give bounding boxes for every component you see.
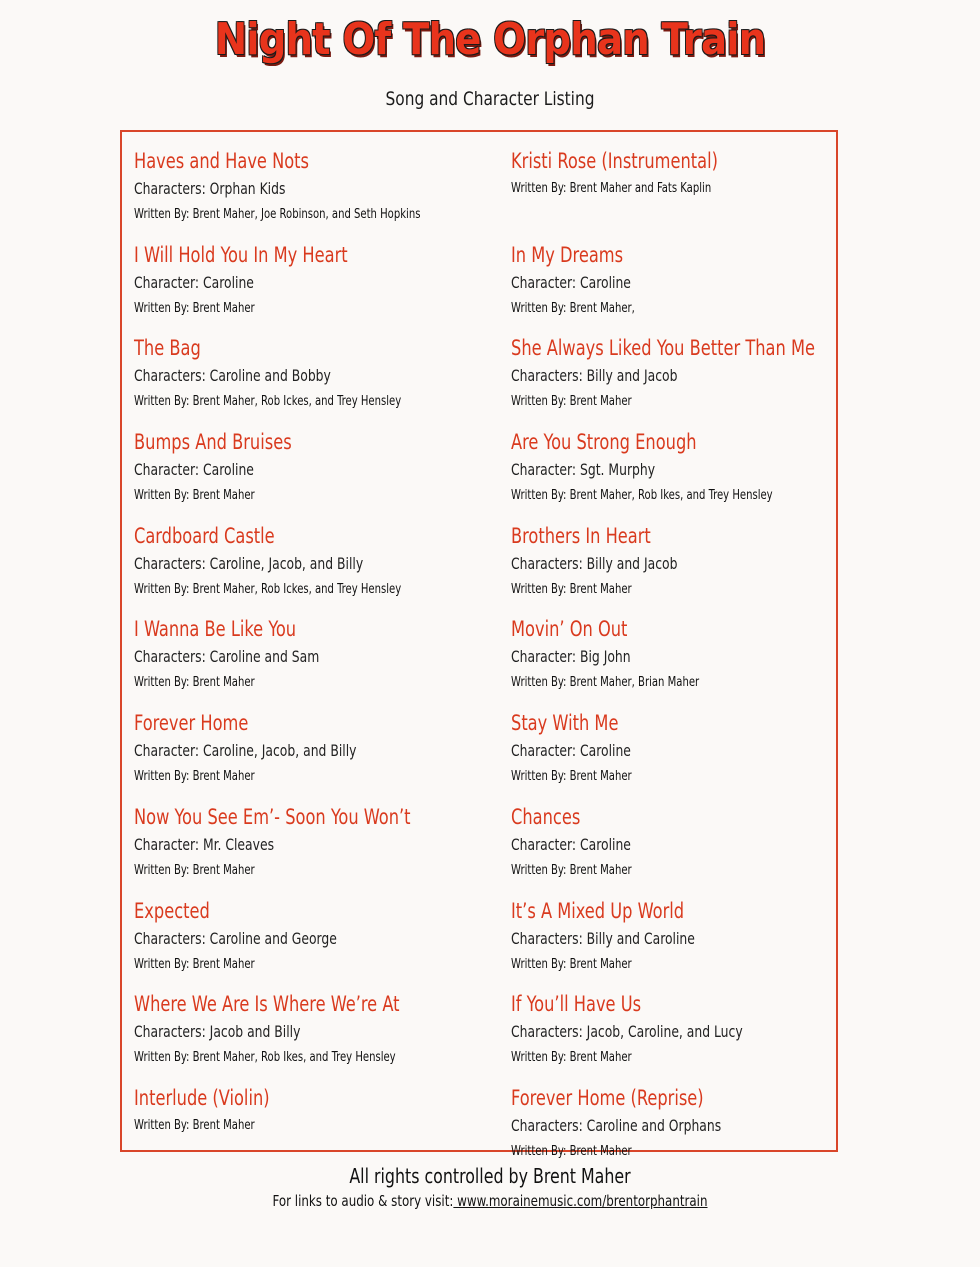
song-title: Haves and Have Nots	[134, 149, 310, 173]
song-characters: Character: Caroline	[511, 834, 631, 854]
song-entry	[134, 1083, 504, 1177]
song-title: I Wanna Be Like You	[134, 617, 297, 642]
song-characters: Character: Sgt. Murphy	[511, 460, 656, 480]
song-entry	[511, 146, 831, 240]
song-title: She Always Liked You Better Than Me	[511, 336, 815, 361]
song-title: Bumps And Bruises	[134, 430, 292, 455]
song-entry	[134, 333, 504, 427]
song-writers: Written By: Brent Maher	[511, 1143, 632, 1159]
song-title: The Bag	[134, 336, 201, 361]
song-title: If You’ll Have Us	[511, 992, 642, 1017]
song-entry	[511, 240, 831, 334]
song-title: Brothers In Heart	[511, 523, 651, 548]
song-writers: Written By: Brent Maher	[134, 300, 255, 316]
song-writers: Written By: Brent Maher	[134, 862, 255, 878]
song-entry	[511, 896, 831, 990]
song-title: Cardboard Castle	[134, 523, 275, 548]
song-characters: Characters: Billy and Caroline	[511, 928, 695, 948]
song-writers: Written By: Brent Maher, Rob Ikes, and Trey Hensley	[511, 488, 773, 504]
song-writers: Written By: Brent Maher, Joe Robinson, and Seth Hopkins	[134, 207, 421, 222]
song-writers: Written By: Brent Maher	[511, 581, 632, 597]
song-writers: Written By: Brent Maher, Rob Ickes, and Trey Hensley	[134, 581, 402, 597]
song-entry	[511, 427, 831, 521]
song-writers: Written By: Brent Maher	[511, 394, 632, 410]
song-entry	[134, 146, 504, 240]
song-listing-box	[120, 130, 838, 1159]
page-subtitle: Song and Character Listing	[385, 88, 595, 110]
song-title: Forever Home	[134, 711, 249, 736]
song-characters: Characters: Caroline, Jacob, and Billy	[134, 553, 364, 573]
song-writers: Written By: Brent Maher	[134, 1117, 255, 1133]
song-writers: Written By: Brent Maher, Brian Maher	[511, 675, 700, 691]
rights-notice: All rights controlled by Brent Maher	[349, 1164, 631, 1188]
song-characters: Character: Caroline	[511, 272, 631, 292]
song-writers: Written By: Brent Maher	[134, 488, 255, 504]
website-link[interactable]: www.morainemusic.com/brentorphantrain	[453, 1192, 708, 1210]
song-characters: Characters: Orphan Kids	[134, 179, 286, 198]
song-entry	[511, 989, 831, 1083]
song-characters: Characters: Jacob and Billy	[134, 1022, 301, 1042]
song-title: Movin’ On Out	[511, 617, 628, 642]
song-entry	[134, 802, 504, 896]
song-characters: Character: Caroline	[134, 460, 254, 480]
song-writers: Written By: Brent Maher, Rob Ikes, and Trey Hensley	[134, 1050, 396, 1066]
song-characters: Characters: Jacob, Caroline, and Lucy	[511, 1022, 743, 1042]
song-writers: Written By: Brent Maher	[134, 675, 255, 691]
song-characters: Characters: Caroline and Bobby	[134, 366, 331, 386]
song-entry	[134, 427, 504, 521]
song-characters: Character: Caroline, Jacob, and Billy	[134, 741, 357, 761]
song-writers: Written By: Brent Maher	[511, 862, 632, 878]
song-entry	[511, 708, 831, 802]
links-prefix: For links to audio & story visit:	[272, 1192, 454, 1210]
song-writers: Written By: Brent Maher	[134, 956, 255, 972]
song-entry	[134, 989, 504, 1083]
song-writers: Written By: Brent Maher	[511, 956, 632, 972]
song-characters: Character: Big John	[511, 647, 631, 667]
links-notice	[59, 1192, 921, 1210]
song-entry	[134, 614, 504, 708]
song-title: Expected	[134, 898, 210, 923]
song-entry	[134, 240, 504, 334]
song-title: Chances	[511, 804, 581, 829]
song-entry	[511, 614, 831, 708]
song-title: Where We Are Is Where We’re At	[134, 992, 400, 1017]
song-writers: Written By: Brent Maher and Fats Kaplin	[511, 181, 712, 196]
page-title: Night Of The Orphan Train	[214, 14, 766, 65]
song-entry	[134, 521, 504, 615]
song-entry	[511, 802, 831, 896]
song-title: Are You Strong Enough	[511, 430, 697, 455]
song-characters: Character: Caroline	[134, 272, 254, 292]
song-writers: Written By: Brent Maher	[511, 769, 632, 785]
song-writers: Written By: Brent Maher	[511, 1050, 632, 1066]
song-title: Kristi Rose (Instrumental)	[511, 149, 718, 173]
song-entry	[511, 521, 831, 615]
song-title: I Will Hold You In My Heart	[134, 242, 348, 267]
song-entry	[511, 1083, 831, 1177]
song-title: In My Dreams	[511, 242, 624, 267]
right-song-column	[511, 146, 831, 1177]
song-title: Now You See Em’- Soon You Won’t	[134, 804, 411, 829]
song-characters: Characters: Billy and Jacob	[511, 553, 678, 573]
song-characters: Characters: Caroline and Orphans	[511, 1115, 722, 1135]
song-writers: Written By: Brent Maher,	[511, 300, 635, 316]
song-characters: Characters: Caroline and George	[134, 928, 337, 948]
song-characters: Character: Mr. Cleaves	[134, 834, 275, 854]
song-entry	[134, 896, 504, 990]
song-characters: Character: Caroline	[511, 741, 631, 761]
song-characters: Characters: Caroline and Sam	[134, 647, 320, 667]
song-writers: Written By: Brent Maher	[134, 769, 255, 785]
song-title: Interlude (Violin)	[134, 1085, 270, 1110]
song-title: Stay With Me	[511, 711, 619, 736]
song-title: It’s A Mixed Up World	[511, 898, 685, 923]
song-entry	[511, 333, 831, 427]
song-entry	[134, 708, 504, 802]
song-title: Forever Home (Reprise)	[511, 1085, 704, 1110]
song-writers: Written By: Brent Maher, Rob Ickes, and Trey Hensley	[134, 394, 402, 410]
song-characters: Characters: Billy and Jacob	[511, 366, 678, 386]
left-song-column	[134, 146, 504, 1177]
